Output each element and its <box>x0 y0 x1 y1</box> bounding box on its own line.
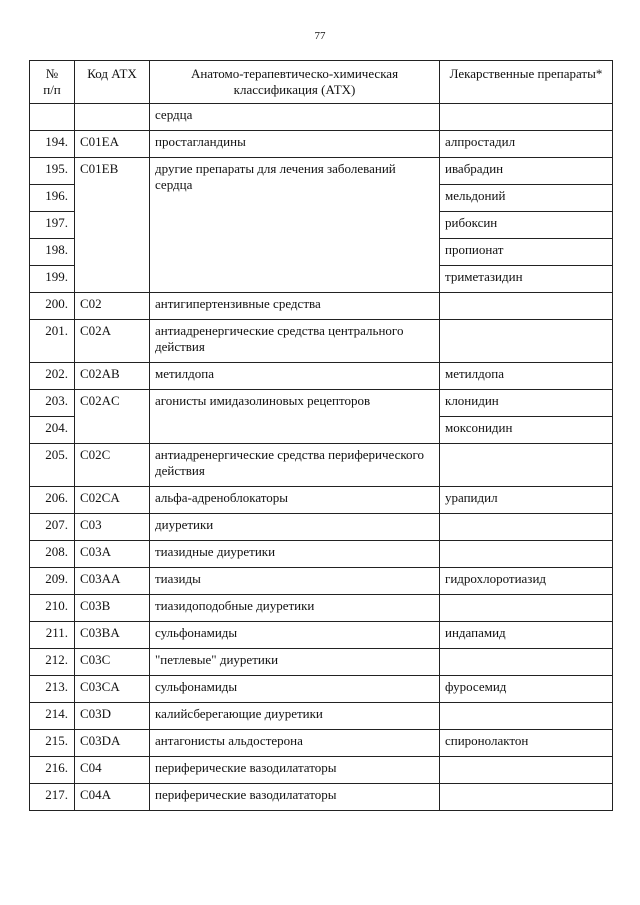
row-code: C02AB <box>75 363 150 390</box>
row-classification: антиадренергические средства центрального действия <box>150 320 440 363</box>
page-number: 77 <box>314 30 326 42</box>
row-num: 213. <box>30 676 75 703</box>
row-code: C02C <box>75 444 150 487</box>
row-drug <box>440 703 613 730</box>
table-row <box>30 390 613 417</box>
row-num: 198. <box>30 239 75 266</box>
table-row <box>30 649 613 676</box>
row-drug: алпростадил <box>440 131 613 158</box>
row-classification: периферические вазодилататоры <box>150 757 440 784</box>
row-drug <box>440 320 613 363</box>
row-classification: другие препараты для лечения заболеваний сердца <box>150 158 440 293</box>
row-code: C03CA <box>75 676 150 703</box>
row-num: 197. <box>30 212 75 239</box>
table-row <box>30 320 613 363</box>
row-code: C03B <box>75 595 150 622</box>
row-code: C04A <box>75 784 150 811</box>
row-num: 214. <box>30 703 75 730</box>
row-code: C03C <box>75 649 150 676</box>
table-row <box>30 131 613 158</box>
row-code: C03AA <box>75 568 150 595</box>
row-num: 209. <box>30 568 75 595</box>
table-row <box>30 363 613 390</box>
row-code: C02A <box>75 320 150 363</box>
row-drug <box>440 757 613 784</box>
row-num: 200. <box>30 293 75 320</box>
row-drug <box>440 444 613 487</box>
row-drug: пропионат <box>440 239 613 266</box>
row-drug: спиронолактон <box>440 730 613 757</box>
row-code: C03BA <box>75 622 150 649</box>
row-code: C04 <box>75 757 150 784</box>
atc-drug-table <box>29 60 613 811</box>
row-classification: периферические вазодилататоры <box>150 784 440 811</box>
row-classification: антагонисты альдостерона <box>150 730 440 757</box>
row-classification: тиазиды <box>150 568 440 595</box>
table-row <box>30 676 613 703</box>
row-drug <box>440 649 613 676</box>
row-num: 215. <box>30 730 75 757</box>
row-drug: индапамид <box>440 622 613 649</box>
table-header-row <box>30 61 613 104</box>
row-num: 203. <box>30 390 75 417</box>
row-num: 202. <box>30 363 75 390</box>
table-row <box>30 293 613 320</box>
row-classification: диуретики <box>150 514 440 541</box>
row-num: 216. <box>30 757 75 784</box>
row-classification: антигипертензивные средства <box>150 293 440 320</box>
row-num <box>30 104 75 131</box>
row-num: 212. <box>30 649 75 676</box>
row-classification: простагландины <box>150 131 440 158</box>
row-classification: антиадренергические средства периферического действия <box>150 444 440 487</box>
table-row <box>30 730 613 757</box>
row-drug <box>440 104 613 131</box>
row-drug: гидрохлоротиазид <box>440 568 613 595</box>
row-classification: сульфонамиды <box>150 676 440 703</box>
row-code: C02CA <box>75 487 150 514</box>
row-code: C02AC <box>75 390 150 444</box>
row-classification: тиазидные диуретики <box>150 541 440 568</box>
row-num: 210. <box>30 595 75 622</box>
row-classification: агонисты имидазолиновых рецепторов <box>150 390 440 444</box>
row-code: C01EA <box>75 131 150 158</box>
row-code: C01EB <box>75 158 150 293</box>
row-num: 208. <box>30 541 75 568</box>
table-row <box>30 514 613 541</box>
row-num: 199. <box>30 266 75 293</box>
row-classification: тиазидоподобные диуретики <box>150 595 440 622</box>
table-row <box>30 104 613 131</box>
row-num: 205. <box>30 444 75 487</box>
row-code <box>75 104 150 131</box>
row-drug: ивабрадин <box>440 158 613 185</box>
row-classification: калийсберегающие диуретики <box>150 703 440 730</box>
row-drug: триметазидин <box>440 266 613 293</box>
row-num: 217. <box>30 784 75 811</box>
row-num: 211. <box>30 622 75 649</box>
row-code: C03D <box>75 703 150 730</box>
row-drug: фуросемид <box>440 676 613 703</box>
row-drug: рибоксин <box>440 212 613 239</box>
row-code: C03 <box>75 514 150 541</box>
row-num: 196. <box>30 185 75 212</box>
row-classification: метилдопа <box>150 363 440 390</box>
row-num: 206. <box>30 487 75 514</box>
table-row <box>30 703 613 730</box>
row-num: 207. <box>30 514 75 541</box>
row-drug: урапидил <box>440 487 613 514</box>
table-row <box>30 541 613 568</box>
row-drug: мельдоний <box>440 185 613 212</box>
row-num: 201. <box>30 320 75 363</box>
table-row <box>30 487 613 514</box>
row-drug <box>440 541 613 568</box>
row-num: 195. <box>30 158 75 185</box>
row-drug: метилдопа <box>440 363 613 390</box>
row-code: C03A <box>75 541 150 568</box>
header-drugs: Лекарственные препараты* <box>440 61 613 104</box>
row-classification: "петлевые" диуретики <box>150 649 440 676</box>
row-drug <box>440 293 613 320</box>
table-row <box>30 444 613 487</box>
row-classification: альфа-адреноблокаторы <box>150 487 440 514</box>
row-drug <box>440 595 613 622</box>
row-drug <box>440 784 613 811</box>
row-num: 204. <box>30 417 75 444</box>
header-code: Код АТХ <box>75 61 150 104</box>
row-classification: сульфонамиды <box>150 622 440 649</box>
table-row <box>30 622 613 649</box>
row-classification: сердца <box>150 104 440 131</box>
table-row <box>30 595 613 622</box>
row-drug: моксонидин <box>440 417 613 444</box>
table-row <box>30 568 613 595</box>
table-row <box>30 784 613 811</box>
row-drug: клонидин <box>440 390 613 417</box>
row-code: C03DA <box>75 730 150 757</box>
header-classification: Анатомо-терапевтическо-химическая классификация (АТХ) <box>150 61 440 104</box>
row-code: C02 <box>75 293 150 320</box>
header-num: № п/п <box>30 61 75 104</box>
row-drug <box>440 514 613 541</box>
row-num: 194. <box>30 131 75 158</box>
table-row <box>30 158 613 185</box>
table-row <box>30 757 613 784</box>
